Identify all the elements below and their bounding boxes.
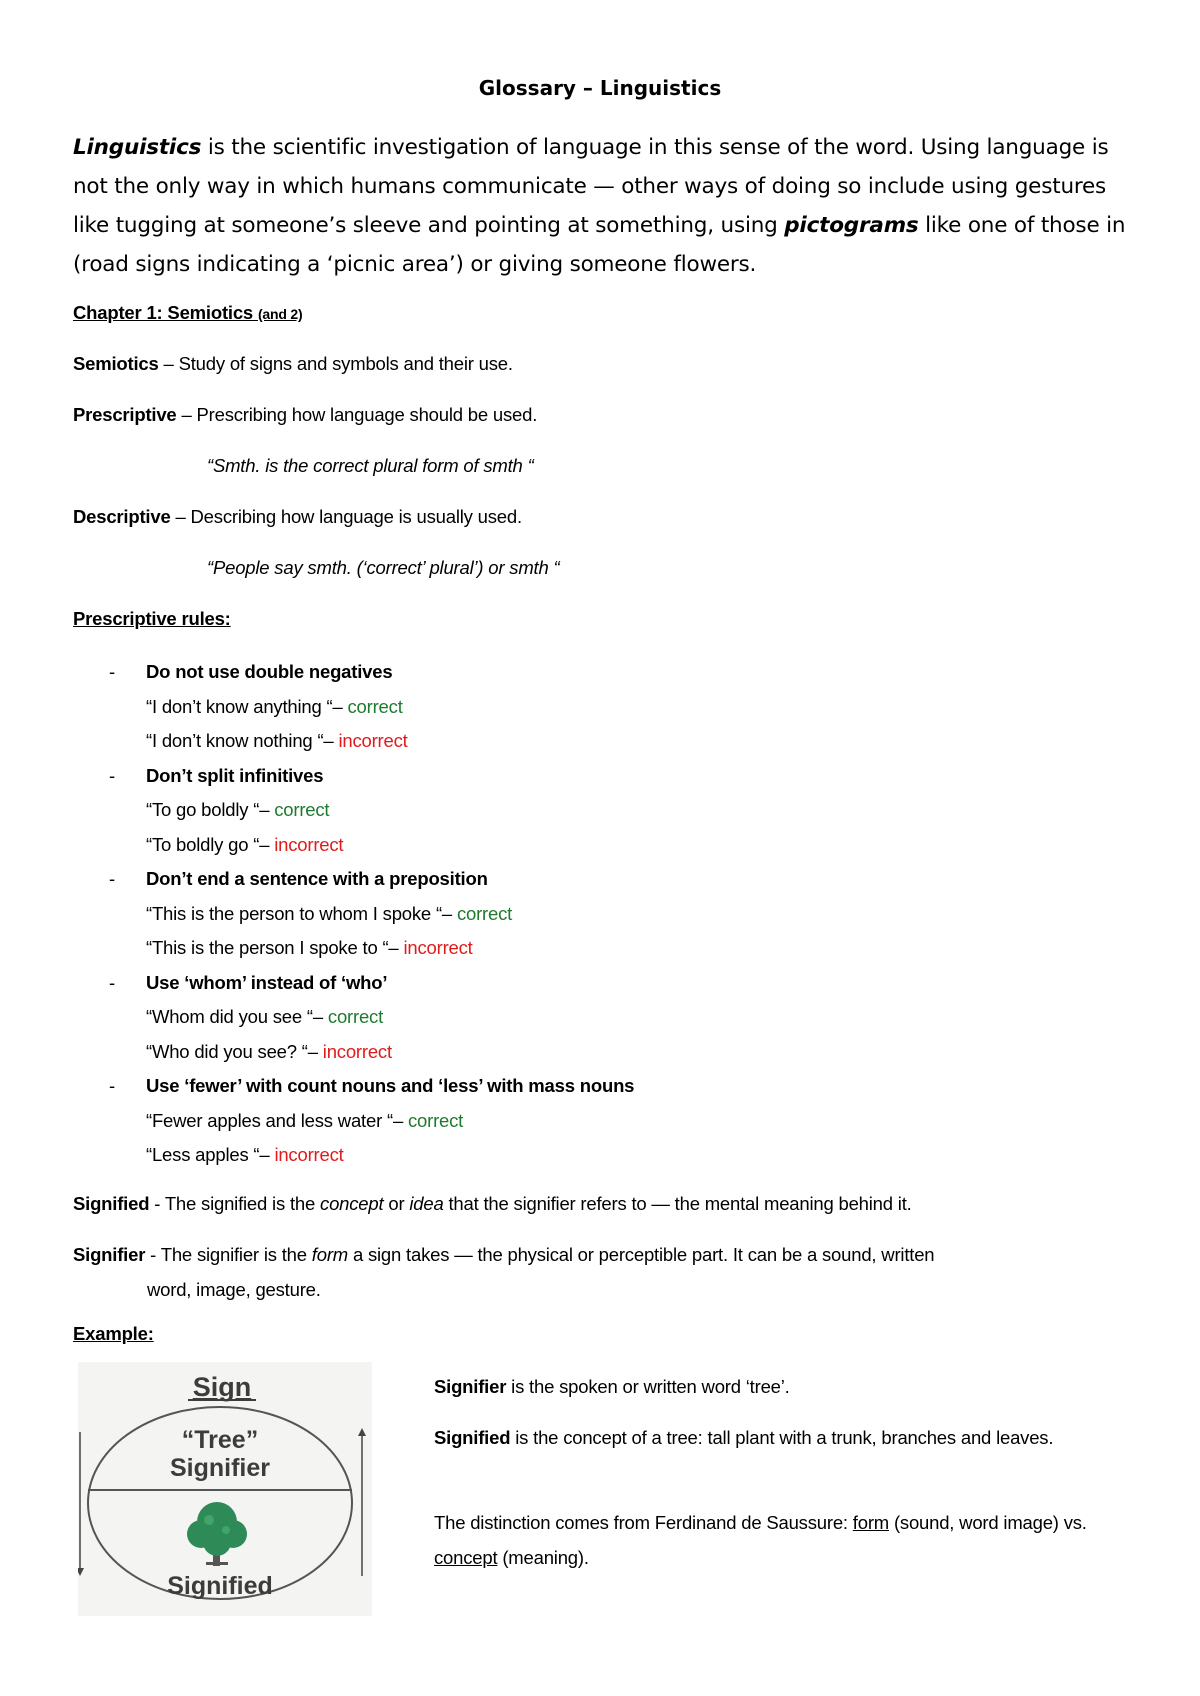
example-term: Signifier bbox=[434, 1376, 507, 1397]
correct-label: correct bbox=[407, 1109, 464, 1131]
prescriptive-term: Prescriptive bbox=[73, 404, 177, 425]
incorrect-label: incorrect bbox=[322, 1040, 392, 1062]
example-text: “To boldly go “– bbox=[146, 833, 275, 855]
tree-icon bbox=[187, 1502, 247, 1566]
rule-incorrect-example bbox=[73, 828, 1073, 863]
descriptive-example: “People say smth. (‘correct’ plural’) or smth “ bbox=[207, 557, 560, 578]
rule-correct-example bbox=[73, 1104, 1073, 1139]
rule-incorrect-example bbox=[73, 931, 1073, 966]
note-text: (sound, word image) vs. bbox=[889, 1512, 1087, 1533]
list-dash: - bbox=[109, 1075, 116, 1096]
example-signified bbox=[434, 1421, 1154, 1456]
incorrect-label: incorrect bbox=[274, 833, 344, 855]
list-item bbox=[73, 862, 1073, 966]
def-text: that the signifier refers to — the mental meaning behind it. bbox=[443, 1193, 912, 1214]
page-title: Glossary – Linguistics bbox=[478, 76, 722, 100]
list-item bbox=[73, 1069, 1073, 1173]
def-text-continued: word, image, gesture. bbox=[147, 1278, 321, 1300]
semiotics-text: – Study of signs and symbols and their use. bbox=[158, 353, 513, 374]
arrow-down-icon bbox=[78, 1432, 84, 1576]
note-text: (meaning). bbox=[497, 1546, 589, 1568]
prescriptive-definition bbox=[73, 404, 537, 426]
def-emphasis: idea bbox=[409, 1193, 444, 1214]
signifier-label: Signifier bbox=[169, 1454, 271, 1482]
def-text: a sign takes — the physical or perceptible part. It can be a sound, written bbox=[348, 1244, 935, 1265]
rule-heading: Don’t end a sentence with a preposition bbox=[146, 868, 488, 889]
rule-correct-example bbox=[73, 793, 1073, 828]
example-signifier bbox=[434, 1370, 1154, 1405]
example-text: “Whom did you see “– bbox=[146, 1006, 328, 1027]
example-text: “Who did you see? “– bbox=[146, 1040, 323, 1062]
example-text: “To go boldly “– bbox=[146, 799, 275, 820]
example-heading bbox=[73, 1323, 154, 1345]
rule-heading: Use ‘whom’ instead of ‘who’ bbox=[146, 971, 388, 993]
correct-label: correct bbox=[347, 695, 403, 717]
list-dash: - bbox=[109, 868, 116, 889]
semiotics-term: Semiotics bbox=[73, 353, 159, 374]
list-item bbox=[73, 759, 1073, 863]
sign-diagram-svg bbox=[78, 1362, 372, 1616]
semiotics-definition bbox=[73, 353, 513, 375]
chapter-heading bbox=[73, 302, 302, 324]
rule-incorrect-example bbox=[73, 724, 1073, 759]
sign-diagram bbox=[78, 1362, 372, 1616]
rule-heading: Do not use double negatives bbox=[146, 661, 393, 682]
chapter-heading-text: Chapter 1: Semiotics bbox=[73, 302, 258, 323]
signifier-term: Signifier bbox=[73, 1244, 146, 1265]
incorrect-label: incorrect bbox=[338, 730, 408, 751]
def-emphasis: form bbox=[311, 1244, 348, 1265]
list-item bbox=[73, 966, 1073, 1070]
def-text: or bbox=[383, 1193, 410, 1214]
correct-label: correct bbox=[274, 799, 330, 820]
prescriptive-example: “Smth. is the correct plural form of smth “ bbox=[207, 455, 534, 476]
def-emphasis: concept bbox=[320, 1193, 384, 1214]
def-text: - The signified is the bbox=[149, 1193, 321, 1214]
rule-correct-example bbox=[73, 1000, 1073, 1035]
saussure-note bbox=[434, 1506, 1154, 1575]
incorrect-label: incorrect bbox=[403, 937, 473, 958]
rule-correct-example bbox=[73, 690, 1073, 725]
incorrect-label: incorrect bbox=[274, 1144, 344, 1165]
correct-label: correct bbox=[456, 902, 513, 924]
sign-label: Sign bbox=[192, 1372, 252, 1402]
rules-heading bbox=[73, 608, 231, 630]
example-text: “This is the person to whom I spoke “– bbox=[146, 902, 457, 924]
example-text: is the spoken or written word ‘tree’. bbox=[506, 1376, 790, 1397]
intro-paragraph bbox=[73, 128, 1143, 284]
intro-pictograms: pictograms bbox=[784, 213, 919, 238]
example-term: Signified bbox=[434, 1427, 511, 1448]
correct-label: correct bbox=[327, 1006, 384, 1027]
intro-text-2: like one of those in (road signs indicating a ‘picnic area’) or giving someone flowers. bbox=[73, 213, 1126, 277]
arrow-up-icon bbox=[358, 1428, 366, 1576]
rule-incorrect-example bbox=[73, 1035, 1073, 1070]
rule-incorrect-example bbox=[73, 1138, 1073, 1173]
signified-label: Signified bbox=[167, 1572, 273, 1600]
descriptive-definition bbox=[73, 506, 522, 528]
rules-heading-text: Prescriptive rules: bbox=[73, 608, 231, 629]
signified-term: Signified bbox=[73, 1193, 150, 1214]
list-dash: - bbox=[109, 764, 116, 786]
list-dash: - bbox=[109, 971, 116, 993]
rule-heading: Don’t split infinitives bbox=[146, 764, 324, 786]
note-text: The distinction comes from Ferdinand de Saussure: bbox=[434, 1512, 853, 1533]
example-heading-text: Example: bbox=[73, 1323, 154, 1344]
def-text: - The signifier is the bbox=[145, 1244, 312, 1265]
signifier-definition bbox=[73, 1238, 1133, 1307]
example-text: is the concept of a tree: tall plant with a trunk, branches and leaves. bbox=[510, 1427, 1054, 1448]
note-concept: concept bbox=[434, 1546, 498, 1568]
example-text: “Fewer apples and less water “– bbox=[146, 1109, 408, 1131]
signified-definition bbox=[73, 1187, 1133, 1222]
rule-correct-example bbox=[73, 897, 1073, 932]
descriptive-text: – Describing how language is usually used. bbox=[170, 506, 522, 527]
chapter-heading-small: (and 2) bbox=[257, 306, 303, 322]
descriptive-term: Descriptive bbox=[73, 506, 171, 527]
list-dash: - bbox=[109, 661, 116, 682]
rules-list bbox=[73, 655, 1073, 1173]
intro-lead-term: Linguistics bbox=[73, 135, 202, 160]
list-item bbox=[73, 655, 1073, 759]
tree-word-label: “Tree” bbox=[181, 1426, 259, 1454]
note-form: form bbox=[852, 1512, 889, 1533]
example-text: “I don’t know anything “– bbox=[146, 695, 348, 717]
example-text: “Less apples “– bbox=[146, 1144, 275, 1165]
intro-text-1: is the scientific investigation of language in this sense of the word. Using language is not the only way in which humans communicate — other ways of doing so include using gestures like tugging at someone’s sleeve and pointing at something, using bbox=[73, 135, 1109, 238]
prescriptive-text: – Prescribing how language should be used. bbox=[176, 404, 538, 425]
example-text: “I don’t know nothing “– bbox=[146, 730, 339, 751]
example-text: “This is the person I spoke to “– bbox=[146, 937, 404, 958]
rule-heading: Use ‘fewer’ with count nouns and ‘less’ with mass nouns bbox=[146, 1075, 635, 1096]
